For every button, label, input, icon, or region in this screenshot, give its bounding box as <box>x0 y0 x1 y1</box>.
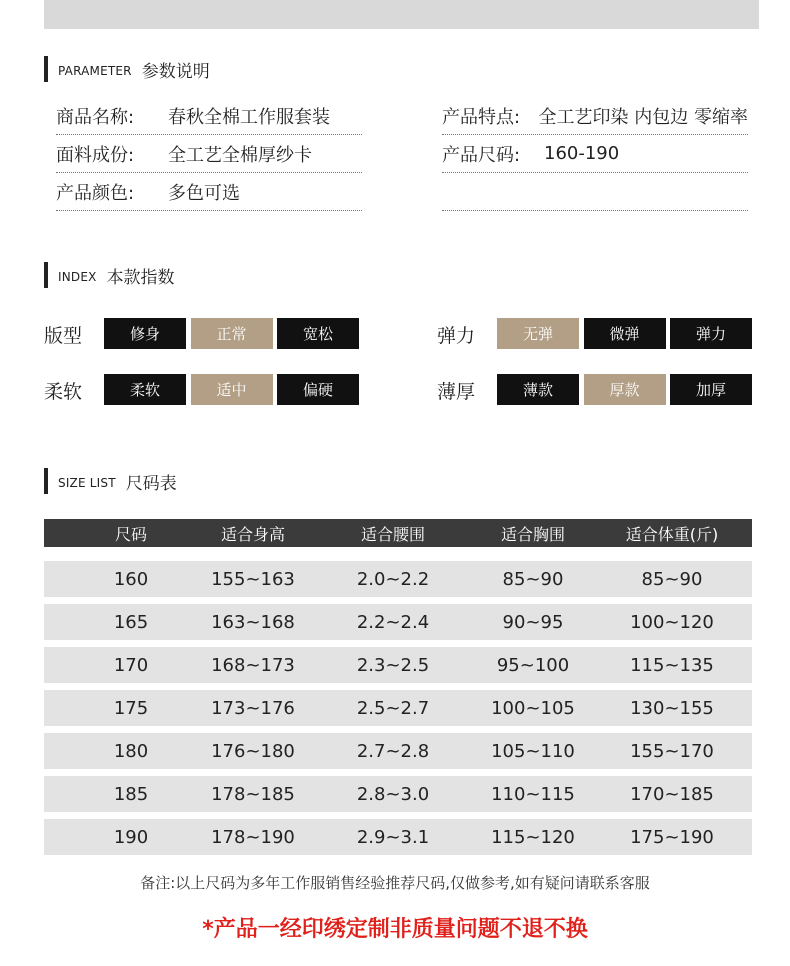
table-cell: 2.7~2.8 <box>356 740 430 762</box>
index-option-selected: 适中 <box>191 374 273 405</box>
table-cell: 155~170 <box>630 740 714 762</box>
table-header-cell: 适合体重(斤) <box>625 524 719 544</box>
param-label: 产品尺码: <box>442 144 521 166</box>
table-row <box>44 733 752 769</box>
section-header-size <box>44 468 177 494</box>
table-cell: 190 <box>113 826 149 848</box>
table-cell: 155~163 <box>211 568 295 590</box>
table-cell: 175 <box>113 697 149 719</box>
section-marker <box>44 56 48 82</box>
param-value: 多色可选 <box>168 182 240 204</box>
table-cell: 163~168 <box>211 611 295 633</box>
index-option: 微弹 <box>584 318 666 349</box>
table-cell: 160 <box>113 568 149 590</box>
table-cell: 90~95 <box>502 611 564 633</box>
index-option: 加厚 <box>670 374 752 405</box>
index-option: 修身 <box>104 318 186 349</box>
param-label: 产品特点: <box>442 106 521 128</box>
index-label: 弹力 <box>437 325 476 347</box>
table-cell: 85~90 <box>641 568 703 590</box>
table-row <box>44 561 752 597</box>
section-title-cn: 尺码表 <box>125 473 177 494</box>
section-title-cn: 本款指数 <box>106 267 175 288</box>
table-cell: 130~155 <box>630 697 714 719</box>
table-cell: 176~180 <box>211 740 295 762</box>
table-cell: 165 <box>113 611 149 633</box>
table-cell: 100~120 <box>630 611 714 633</box>
index-option: 弹力 <box>670 318 752 349</box>
section-marker <box>44 468 48 494</box>
table-cell: 185 <box>113 783 149 805</box>
table-row <box>44 647 752 683</box>
section-marker <box>44 262 48 288</box>
table-cell: 2.0~2.2 <box>356 568 430 590</box>
table-cell: 180 <box>113 740 149 762</box>
section-header-index <box>44 262 175 288</box>
table-cell: 2.5~2.7 <box>356 697 430 719</box>
param-color <box>56 173 362 211</box>
table-cell: 2.8~3.0 <box>356 783 430 805</box>
top-banner-strip <box>44 0 759 29</box>
table-header-cell: 适合胸围 <box>500 524 565 544</box>
table-cell: 170~185 <box>630 783 714 805</box>
index-option: 柔软 <box>104 374 186 405</box>
param-empty <box>442 173 748 211</box>
param-label: 产品颜色: <box>56 182 135 204</box>
table-cell: 178~185 <box>211 783 295 805</box>
table-cell: 95~100 <box>496 654 570 676</box>
param-sizes <box>442 135 748 173</box>
index-label: 薄厚 <box>437 381 476 403</box>
table-cell: 105~110 <box>491 740 575 762</box>
param-value: 春秋全棉工作服套装 <box>168 106 330 128</box>
section-header-parameter <box>44 56 210 82</box>
table-cell: 170 <box>113 654 149 676</box>
index-option: 宽松 <box>277 318 359 349</box>
section-title-en: PARAMETER <box>58 64 132 78</box>
table-cell: 2.9~3.1 <box>356 826 430 848</box>
table-cell: 173~176 <box>211 697 295 719</box>
footnote: 备注:以上尺码为多年工作服销售经验推荐尺码,仅做参考,如有疑问请联系客服 <box>140 874 650 892</box>
table-header-cell: 适合身高 <box>220 524 285 544</box>
param-fabric <box>56 135 362 173</box>
index-option-selected: 正常 <box>191 318 273 349</box>
table-cell: 115~135 <box>630 654 714 676</box>
param-value: 全工艺印染 内包边 零缩率 <box>538 106 748 128</box>
table-cell: 2.2~2.4 <box>356 611 430 633</box>
param-label: 商品名称: <box>56 106 135 128</box>
index-option: 薄款 <box>497 374 579 405</box>
table-cell: 85~90 <box>502 568 564 590</box>
table-row <box>44 604 752 640</box>
index-label: 柔软 <box>44 381 83 403</box>
table-header-cell: 适合腰围 <box>360 524 425 544</box>
param-value: 全工艺全棉厚纱卡 <box>168 144 312 166</box>
table-cell: 110~115 <box>491 783 575 805</box>
table-cell: 115~120 <box>491 826 575 848</box>
table-cell: 2.3~2.5 <box>356 654 430 676</box>
table-cell: 175~190 <box>630 826 714 848</box>
param-features <box>442 97 748 135</box>
param-label: 面料成份: <box>56 144 135 166</box>
no-return-warning: *产品一经印绣定制非质量问题不退不换 <box>202 917 588 942</box>
index-option: 偏硬 <box>277 374 359 405</box>
size-table-header <box>44 519 752 547</box>
index-label: 版型 <box>44 325 83 347</box>
table-cell: 100~105 <box>491 697 575 719</box>
table-row <box>44 819 752 855</box>
table-header-cell: 尺码 <box>114 524 147 544</box>
section-title-cn: 参数说明 <box>141 61 210 82</box>
section-title-en: INDEX <box>58 270 97 284</box>
table-cell: 178~190 <box>211 826 295 848</box>
index-option-selected: 厚款 <box>584 374 666 405</box>
table-row <box>44 776 752 812</box>
table-cell: 168~173 <box>211 654 295 676</box>
section-title-en: SIZE LIST <box>58 476 116 490</box>
table-row <box>44 690 752 726</box>
param-product-name <box>56 97 362 135</box>
index-option-selected: 无弹 <box>497 318 579 349</box>
param-value: 160-190 <box>544 143 620 164</box>
